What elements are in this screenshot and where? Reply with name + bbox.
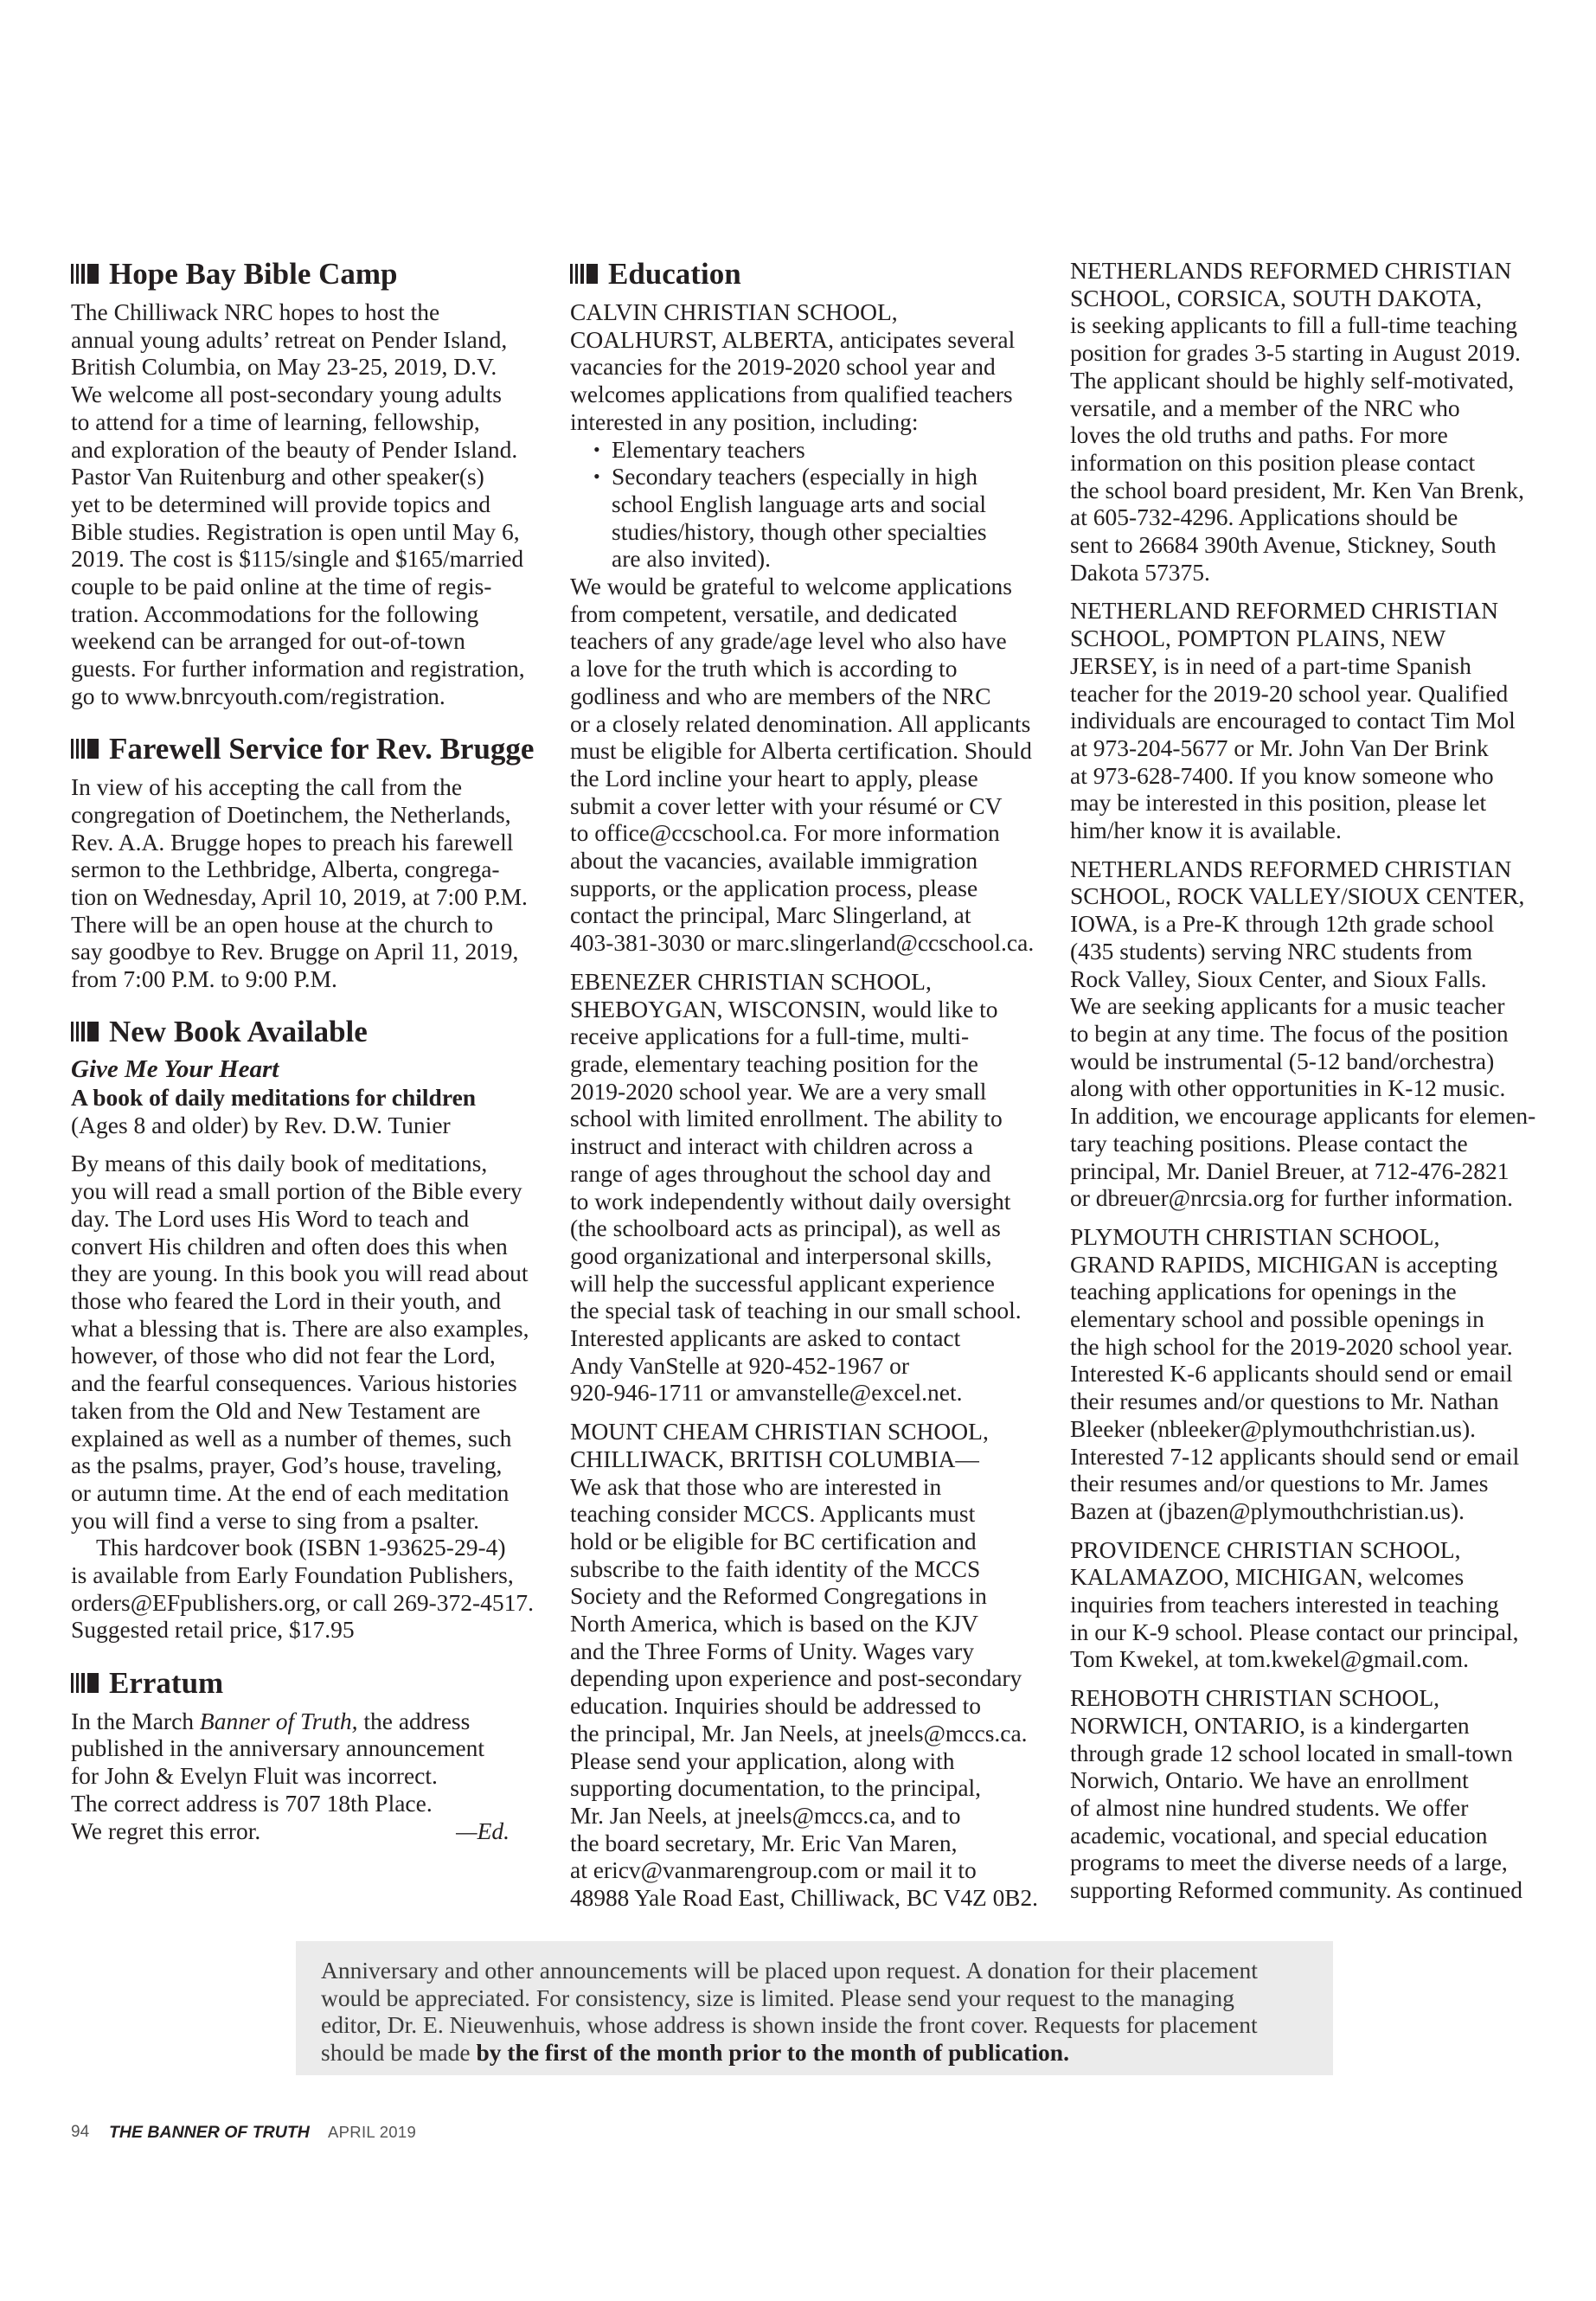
text-line: welcomes applications from qualified teachers — [570, 381, 1013, 408]
text-line: instruct and interact with children across a — [570, 1132, 973, 1160]
text-line: The correct address is 707 18th Place. — [71, 1789, 433, 1817]
text-line: about the vacancies, available immigration — [570, 847, 978, 875]
section-heading-text: Erratum — [109, 1665, 224, 1700]
text-line: published in the anniversary announcement — [71, 1734, 485, 1762]
text-line: sermon to the Lethbridge, Alberta, congrega- — [71, 856, 500, 883]
paragraph — [71, 1708, 539, 1845]
text-line: are also invited). — [612, 545, 772, 573]
paragraph — [1070, 1223, 1542, 1525]
text-line: KALAMAZOO, MICHIGAN, welcomes — [1070, 1563, 1465, 1591]
marker-bar — [87, 739, 99, 759]
text-line: hold or be eligible for BC certification and — [570, 1527, 977, 1554]
marker-bar — [87, 264, 99, 284]
text-line: interested in any position, including: — [570, 407, 919, 435]
text-line: those who feared the Lord in their youth, and — [71, 1286, 502, 1314]
text-line: they are young. In this book you will read about — [71, 1259, 529, 1287]
marker-bar — [87, 1022, 99, 1042]
text-line: By means of this daily book of meditations, — [71, 1150, 488, 1177]
text-line: of almost nine hundred students. We offer — [1070, 1793, 1469, 1821]
text-segment: by the first of the month prior to the month of publication. — [476, 2039, 1069, 2067]
text-line: at 605-732-4296. Applications should be — [1070, 503, 1458, 531]
section-heading-text: Farewell Service for Rev. Brugge — [109, 732, 535, 766]
section-heading — [570, 257, 1038, 292]
text-line: Please send your application, along with — [570, 1747, 955, 1774]
text-line: yet to be determined will provide topics and — [71, 490, 490, 517]
bullet-item — [570, 463, 1038, 573]
section-heading-text: Education — [608, 257, 741, 291]
book-subtitle: A book of daily meditations for children — [71, 1084, 477, 1112]
text-line: orders@EFpublishers.org, or call 269-372-4517. — [71, 1588, 535, 1616]
text-line: We ask that those who are interested in — [570, 1472, 942, 1500]
announcement-notice-box — [296, 1941, 1333, 2075]
text-line: REHOBOTH CHRISTIAN SCHOOL, — [1070, 1684, 1440, 1712]
text-line: studies/history, though other specialties — [612, 517, 987, 545]
text-line: North America, which is based on the KJV — [570, 1610, 978, 1638]
marker-bar — [81, 1673, 85, 1693]
text-line: Bazen at (jbazen@plymouthchristian.us). — [1070, 1497, 1465, 1524]
text-line: Tom Kwekel, at tom.kwekel@gmail.com. — [1070, 1645, 1470, 1673]
text-line: supports, or the application process, please — [570, 874, 978, 901]
column-1 — [71, 257, 539, 1844]
bullet-item — [570, 436, 1038, 464]
text-line: the Lord incline your heart to apply, please — [570, 764, 978, 792]
paragraph — [1070, 257, 1542, 586]
text-line: annual young adults’ retreat on Pender Island, — [71, 325, 508, 353]
text-line — [321, 2039, 1069, 2067]
text-line: Suggested retail price, $17.95 — [71, 1616, 355, 1644]
text-line: 2019. The cost is $115/single and $165/married — [71, 545, 524, 573]
text-line: Mr. Jan Neels, at jneels@mccs.ca, and to — [570, 1801, 961, 1829]
text-line: COALHURST, ALBERTA, anticipates several — [570, 325, 1016, 353]
text-line: to attend for a time of learning, fellowship, — [71, 407, 480, 435]
text-line: vacancies for the 2019-2020 school year and — [570, 353, 996, 381]
text-line: is available from Early Foundation Publishers, — [71, 1561, 514, 1589]
marker-bar — [76, 264, 79, 284]
paragraph — [570, 573, 1038, 957]
section-heading-text: Hope Bay Bible Camp — [109, 257, 398, 291]
text-line: him/her know it is available. — [1070, 817, 1342, 844]
bullet-list — [570, 436, 1038, 574]
text-segment: Banner of Truth, — [199, 1707, 358, 1734]
text-line: Interested applicants are asked to contact — [570, 1324, 961, 1352]
text-line: Rock Valley, Sioux Center, and Sioux Falls. — [1070, 965, 1487, 992]
text-line: the school board president, Mr. Ken Van Brenk, — [1070, 476, 1524, 503]
text-line: SCHOOL, POMPTON PLAINS, NEW — [1070, 625, 1446, 652]
text-line: SCHOOL, ROCK VALLEY/SIOUX CENTER, — [1070, 882, 1525, 910]
text-line: at ericv@vanmarengroup.com or mail it to — [570, 1856, 977, 1884]
text-line: would be instrumental (5-12 band/orchestra) — [1070, 1047, 1495, 1074]
text-segment: In the March — [71, 1707, 200, 1734]
text-line: We welcome all post-secondary young adults — [71, 381, 502, 408]
section-heading — [71, 1666, 539, 1701]
text-line: Norwich, Ontario. We have an enrollment — [1070, 1766, 1469, 1794]
text-line: NETHERLANDS REFORMED CHRISTIAN — [1070, 855, 1512, 882]
text-line: the special task of teaching in our small school. — [570, 1297, 1022, 1324]
text-line: grade, elementary teaching position for the — [570, 1049, 978, 1077]
text-line: education. Inquiries should be addressed to — [570, 1692, 982, 1720]
text-line: NETHERLAND REFORMED CHRISTIAN — [1070, 597, 1498, 625]
text-line: weekend can be arranged for out-of-town — [71, 627, 465, 655]
text-line: Anniversary and other announcements will be placed upon request. A donation for their placement — [321, 1957, 1258, 1984]
text-line: Dakota 57375. — [1070, 558, 1210, 586]
bullet-icon: • — [593, 438, 600, 460]
text-line: the principal, Mr. Jan Neels, at jneels@mccs.ca. — [570, 1719, 1028, 1747]
text-line: and the Three Forms of Unity. Wages vary — [570, 1637, 974, 1664]
text-line: JERSEY, is in need of a part-time Spanish — [1070, 651, 1471, 679]
text-line: at 973-628-7400. If you know someone who — [1070, 761, 1494, 789]
text-line: and the fearful consequences. Various histories — [71, 1369, 517, 1397]
text-line: convert His children and often does this when — [71, 1232, 508, 1259]
signature-row — [71, 1817, 510, 1845]
text-line: Secondary teachers (especially in high — [612, 463, 978, 490]
text-segment: should be made — [321, 2039, 477, 2067]
text-line: Andy VanStelle at 920-452-1967 or — [570, 1351, 910, 1379]
text-line: 920-946-1711 or amvanstelle@excel.net. — [570, 1379, 963, 1407]
book-byline: (Ages 8 and older) by Rev. D.W. Tunier — [71, 1111, 451, 1138]
book-title: Give Me Your Heart — [71, 1055, 279, 1084]
text-line: submit a cover letter with your résumé or CV — [570, 792, 1003, 819]
text-line: In addition, we encourage applicants for elemen- — [1070, 1102, 1536, 1130]
text-line: day. The Lord uses His Word to teach and — [71, 1204, 470, 1232]
text-line: supporting documentation, to the principal, — [570, 1774, 982, 1802]
text-line: teacher for the 2019-20 school year. Qualified — [1070, 679, 1509, 707]
text-line: teaching applications for openings in the — [1070, 1278, 1457, 1305]
paragraph — [1070, 1684, 1542, 1904]
text-line: school with limited enrollment. The ability to — [570, 1105, 1003, 1132]
section-heading — [71, 257, 539, 292]
marker-bar — [87, 1673, 99, 1693]
text-line: receive applications for a full-time, multi- — [570, 1022, 970, 1050]
section-heading-text: New Book Available — [109, 1015, 368, 1049]
text-line: Pastor Van Ruitenburg and other speaker(s) — [71, 463, 484, 490]
text-line: in our K-9 school. Please contact our principal, — [1070, 1618, 1519, 1645]
text-line: couple to be paid online at the time of regis- — [71, 573, 492, 600]
text-line: Interested 7-12 applicants should send or email — [1070, 1442, 1520, 1470]
page-number: 94 — [71, 2123, 90, 2141]
text-line: SHEBOYGAN, WISCONSIN, would like to — [570, 995, 998, 1022]
text-line: The Chilliwack NRC hopes to host the — [71, 298, 440, 325]
paragraph — [570, 968, 1038, 1407]
text-line: CHILLIWACK, BRITISH COLUMBIA— — [570, 1445, 979, 1472]
text-line: Elementary teachers — [612, 435, 805, 463]
marker-bar — [580, 264, 584, 284]
text-line: In view of his accepting the call from the — [71, 773, 463, 801]
text-line: 48988 Yale Road East, Chilliwack, BC V4Z 0B2. — [570, 1884, 1039, 1912]
text-line: (the schoolboard acts as principal), as well as — [570, 1215, 1001, 1242]
text-line: NORWICH, ONTARIO, is a kindergarten — [1070, 1711, 1470, 1739]
text-line: We regret this error. — [71, 1817, 261, 1844]
text-line: however, of those who did not fear the Lord, — [71, 1342, 496, 1369]
column-2 — [570, 257, 1038, 1912]
text-line: Bible studies. Registration is open until May 6, — [71, 517, 520, 545]
text-line: There will be an open house at the church to — [71, 910, 493, 938]
text-line: Rev. A.A. Brugge hopes to preach his farewell — [71, 828, 514, 856]
text-line: to office@ccschool.ca. For more information — [570, 819, 1000, 847]
text-line: British Columbia, on May 23-25, 2019, D.V. — [71, 353, 497, 381]
paragraph — [1070, 1536, 1542, 1674]
issue-date: APRIL 2019 — [328, 2123, 417, 2141]
paragraph — [1070, 856, 1542, 1212]
marker-bar — [76, 739, 79, 759]
text-line: and exploration of the beauty of Pender Island. — [71, 435, 518, 463]
paragraph — [71, 298, 539, 710]
section-marker-icon — [570, 264, 598, 284]
marker-bar — [81, 739, 85, 759]
text-line: at 973-204-5677 or Mr. John Van Der Brink — [1070, 734, 1489, 761]
section-heading — [71, 1015, 539, 1049]
marker-bar — [76, 1673, 79, 1693]
text-line: We are seeking applicants for a music teacher — [1070, 992, 1505, 1020]
text-line: elementary school and possible openings in — [1070, 1305, 1484, 1333]
text-line: inquiries from teachers interested in teaching — [1070, 1591, 1499, 1618]
column-3 — [1070, 257, 1542, 1904]
text-line: teachers of any grade/age level who also have — [570, 627, 1007, 655]
text-line: principal, Mr. Daniel Breuer, at 712-476-2821 — [1070, 1157, 1509, 1184]
text-line: explained as well as a number of themes, such — [71, 1424, 512, 1452]
text-line: The applicant should be highly self-motivated, — [1070, 366, 1515, 394]
text-line: a love for the truth which is according to — [570, 655, 958, 683]
text-line: from competent, versatile, and dedicated — [570, 599, 958, 627]
marker-bar — [76, 1022, 79, 1042]
text-line: 403-381-3030 or marc.slingerland@ccschool.ca. — [570, 929, 1035, 957]
text-line: to work independently without daily oversight — [570, 1187, 1011, 1215]
text-line: PROVIDENCE CHRISTIAN SCHOOL, — [1070, 1535, 1461, 1563]
text-line: their resumes and/or questions to Mr. Nathan — [1070, 1388, 1499, 1415]
marker-bar — [71, 1022, 74, 1042]
paragraph — [71, 773, 539, 993]
text-line: contact the principal, Marc Slingerland, at — [570, 901, 971, 929]
text-line: MOUNT CHEAM CHRISTIAN SCHOOL, — [570, 1418, 989, 1445]
text-line: as the psalms, prayer, God’s house, traveling, — [71, 1452, 503, 1479]
text-line: what a blessing that is. There are also examples, — [71, 1314, 529, 1342]
text-line: (435 students) serving NRC students from — [1070, 937, 1473, 965]
paragraph — [71, 1150, 539, 1534]
marker-bar — [575, 264, 578, 284]
text-line: editor, Dr. E. Nieuwenhuis, whose address is shown inside the front cover. Requests for placement — [321, 2011, 1258, 2039]
text-line: 2019-2020 school year. We are a very small — [570, 1077, 987, 1105]
publication-title: THE BANNER OF TRUTH — [109, 2123, 310, 2142]
text-line: or a closely related denomination. All applicants — [570, 709, 1031, 737]
text-line: say goodbye to Rev. Brugge on April 11, 2019, — [71, 938, 519, 965]
text-line: godliness and who are members of the NRC — [570, 682, 991, 709]
text-line: supporting Reformed community. As continued — [1070, 1876, 1522, 1904]
text-line: depending upon experience and post-secondary — [570, 1664, 1022, 1692]
text-line: for John & Evelyn Fluit was incorrect. — [71, 1762, 438, 1790]
marker-bar — [570, 264, 573, 284]
text-line: through grade 12 school located in small-town — [1070, 1739, 1513, 1766]
text-line: CALVIN CHRISTIAN SCHOOL, — [570, 298, 898, 325]
text-line: information on this position please contact — [1070, 448, 1476, 476]
text-line: position for grades 3-5 starting in August 2019. — [1070, 339, 1521, 367]
text-line: taken from the Old and New Testament are — [71, 1396, 481, 1424]
text-line: will help the successful applicant experience — [570, 1269, 995, 1297]
text-line: This hardcover book (ISBN 1-93625-29-4) — [96, 1534, 506, 1561]
text-line: you will find a verse to sing from a psalter. — [71, 1506, 479, 1534]
text-line: you will read a small portion of the Bible every — [71, 1177, 522, 1205]
text-line: the high school for the 2019-2020 school year. — [1070, 1332, 1513, 1360]
text-line: sent to 26684 390th Avenue, Stickney, South — [1070, 531, 1497, 559]
text-line: range of ages throughout the school day and — [570, 1159, 991, 1187]
text-line: along with other opportunities in K-12 music. — [1070, 1074, 1506, 1102]
text-line: must be eligible for Alberta certification. Should — [570, 737, 1032, 765]
text-line: PLYMOUTH CHRISTIAN SCHOOL, — [1070, 1222, 1440, 1250]
marker-bar — [71, 739, 74, 759]
paragraph — [570, 298, 1038, 436]
section-marker-icon — [71, 264, 99, 284]
text-line: their resumes and/or questions to Mr. James — [1070, 1470, 1489, 1497]
text-line: versatile, and a member of the NRC who — [1070, 394, 1460, 421]
text-line: IOWA, is a Pre-K through 12th grade school — [1070, 910, 1495, 938]
text-line: guests. For further information and registration, — [71, 655, 525, 683]
text-line: loves the old truths and paths. For more — [1070, 421, 1448, 449]
text-line: Society and the Reformed Congregations in — [570, 1582, 987, 1610]
text-line: or dbreuer@nrcsia.org for further information. — [1070, 1184, 1513, 1212]
text-line: tion on Wednesday, April 10, 2019, at 7:00 P.M. — [71, 882, 528, 910]
text-line: may be interested in this position, please let — [1070, 789, 1487, 817]
text-line: congregation of Doetinchem, the Netherlands, — [71, 800, 511, 828]
section-marker-icon — [71, 1673, 99, 1693]
text-line: programs to meet the diverse needs of a large, — [1070, 1849, 1508, 1876]
editor-signature: —Ed. — [456, 1817, 510, 1844]
section-marker-icon — [71, 1022, 99, 1042]
text-line: teaching consider MCCS. Applicants must — [570, 1500, 976, 1528]
text-line: is seeking applicants to fill a full-time teaching — [1070, 311, 1518, 339]
marker-bar — [586, 264, 598, 284]
text-line: EBENEZER CHRISTIAN SCHOOL, — [570, 967, 932, 995]
section-marker-icon — [71, 739, 99, 759]
text-line: Interested K-6 applicants should send or email — [1070, 1360, 1513, 1388]
text-line: tration. Accommodations for the following — [71, 599, 479, 627]
text-segment: the address — [357, 1707, 471, 1734]
text-line: the board secretary, Mr. Eric Van Maren, — [570, 1829, 958, 1856]
text-line — [71, 1708, 470, 1735]
paragraph — [71, 1534, 539, 1644]
text-line: go to www.bnrcyouth.com/registration. — [71, 682, 445, 709]
bullet-icon: • — [593, 465, 600, 488]
text-line: We would be grateful to welcome applications — [570, 573, 1012, 600]
text-line: to begin at any time. The focus of the position — [1070, 1019, 1509, 1047]
section-heading — [71, 732, 539, 766]
page-footer — [0, 2121, 1596, 2145]
text-line: NETHERLANDS REFORMED CHRISTIAN — [1070, 257, 1512, 284]
paragraph — [1070, 597, 1542, 843]
text-line: individuals are encouraged to contact Tim Mol — [1070, 707, 1516, 734]
text-line: academic, vocational, and special education — [1070, 1821, 1488, 1849]
marker-bar — [71, 1673, 74, 1693]
paragraph — [570, 1418, 1038, 1912]
text-line: SCHOOL, CORSICA, SOUTH DAKOTA, — [1070, 284, 1483, 311]
text-line: from 7:00 P.M. to 9:00 P.M. — [71, 965, 337, 993]
marker-bar — [81, 1022, 85, 1042]
text-line: subscribe to the faith identity of the MCCS — [570, 1554, 981, 1582]
marker-bar — [81, 264, 85, 284]
text-line: would be appreciated. For consistency, size is limited. Please send your request to the managing — [321, 1984, 1234, 2011]
text-line: tary teaching positions. Please contact the — [1070, 1129, 1468, 1157]
text-line: good organizational and interpersonal skills, — [570, 1241, 992, 1269]
text-line: Bleeker (nbleeker@plymouthchristian.us). — [1070, 1414, 1477, 1442]
text-line: school English language arts and social — [612, 490, 987, 517]
marker-bar — [71, 264, 74, 284]
text-line: or autumn time. At the end of each meditation — [71, 1478, 510, 1506]
text-line: GRAND RAPIDS, MICHIGAN is accepting — [1070, 1250, 1498, 1278]
